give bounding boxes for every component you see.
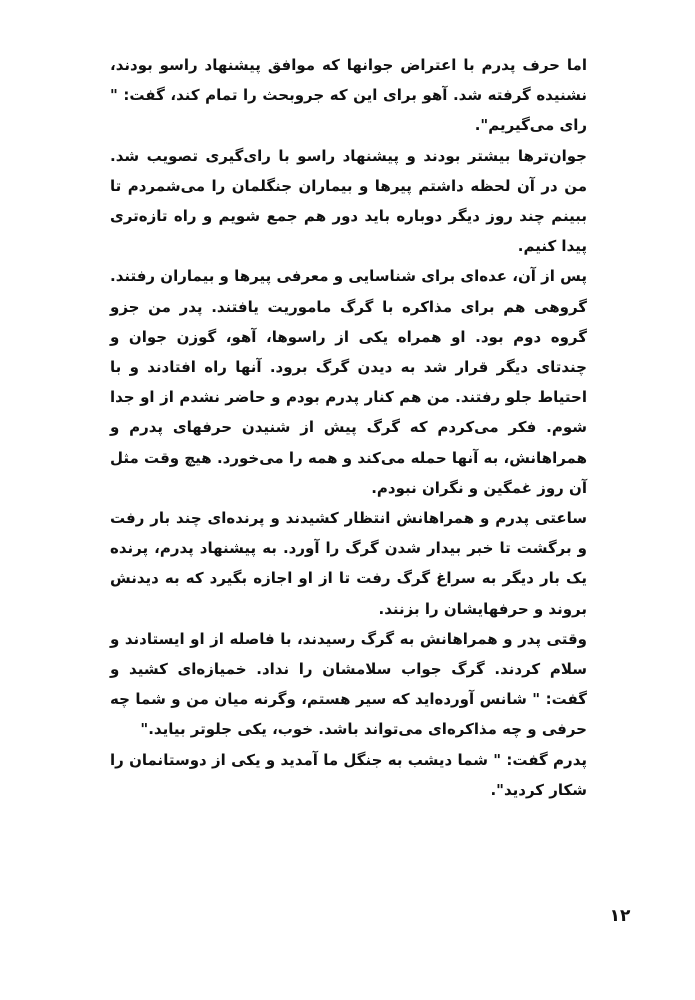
- paragraph-6: پدرم گفت: " شما دیشب به جنگل ما آمدید و یکی از دوستانمان را شکار کردید".: [110, 750, 587, 799]
- paragraph-4: ساعتی پدرم و همراهانش انتظار کشیدند و پرنده‌ای چند بار رفت و برگشت تا خبر بیدار شدن گرگ را آورد. به پیشنهاد پدرم، پرنده یک بار دیگر به سراغ گرگ رفت تا از او اجازه بگیرد که به دیدنش بروند و حرفهایشان را بزنند.: [110, 509, 587, 618]
- paragraph-2: جوان‌ترها بیشتر بودند و پیشنهاد راسو با رای‌گیری تصویب شد. من در آن لحظه داشتم پیرها و بیماران جنگلمان را می‌شمردم تا ببینم چند روز دیگر دوباره باید دور هم جمع شویم و راه تازه‌تری پیدا کنیم.: [110, 146, 587, 256]
- paragraph-1: اما حرف پدرم با اعتراض جوانها که موافق پیشنهاد راسو بودند، نشنیده گرفته شد. آهو برای این که جروبحث را تمام کند، گفت: " رای می‌گیریم".: [110, 56, 587, 135]
- body-text: [110, 50, 587, 805]
- paragraph-5: وقتی پدر و همراهانش به گرگ رسیدند، با فاصله از او ایستادند و سلام کردند. گرگ جواب سلامشان را نداد. خمیازه‌ای کشید و گفت: " شانس آورده‌اید که سیر هستم، وگرنه میان من و شما چه حرفی و چه مذاکره‌ای می‌تواند باشد. خوب، یکی جلوتر بیاید.": [110, 629, 587, 739]
- page-number: ۱۲: [609, 906, 631, 926]
- paragraph-3: پس از آن، عده‌ای برای شناسایی و معرفی پیرها و بیماران رفتند. گروهی هم برای مذاکره با گرگ ماموریت یافتند. پدر من جزو گروه دوم بود. او همراه یکی از راسوها، آهو، گوزن جوان و چندتای دیگر قرار شد به دیدن گرگ برود. آنها راه افتادند و با احتیاط جلو رفتند. من هم کنار پدرم بودم و حاضر نشدم از او جدا شوم. فکر می‌کردم که گرگ پیش از شنیدن حرفهای پدرم و همراهانش، به آنها حمله می‌کند و همه را می‌خورد. هیچ وقت مثل آن روز غمگین و نگران نبودم.: [110, 267, 587, 497]
